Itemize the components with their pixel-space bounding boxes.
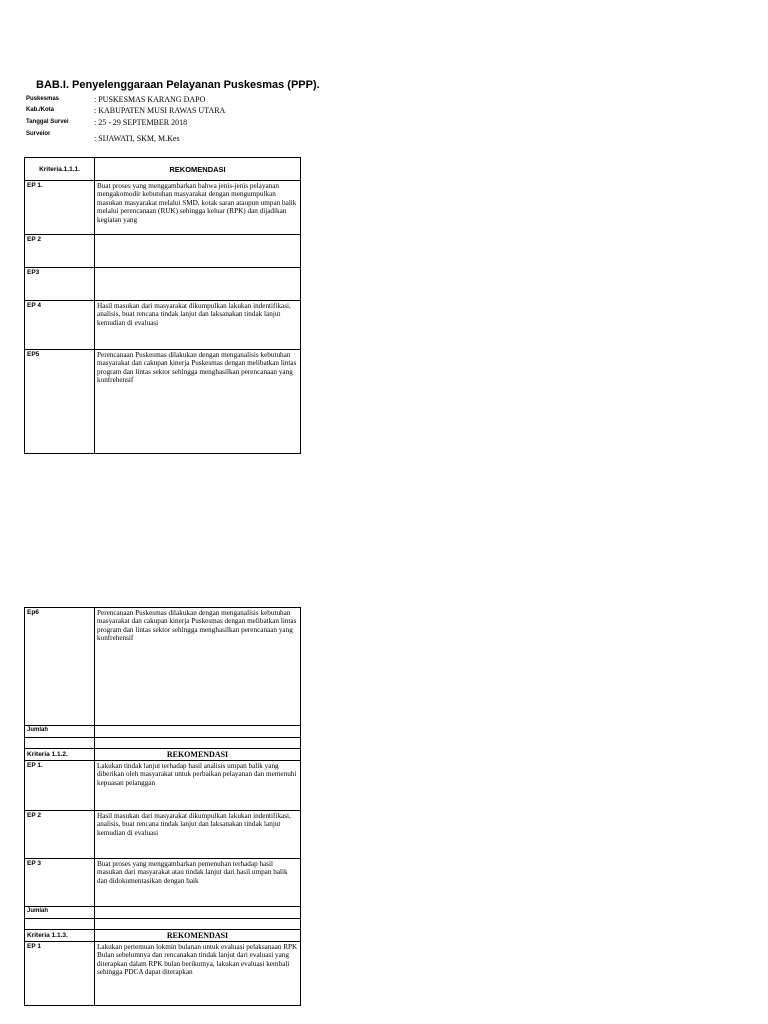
recommendation-header: REKOMENDASI: [95, 158, 301, 181]
recommendation-text: Perencanaan Puskesmas dilakukan dengan menganalisis kebutuhan masyarakat dan cakupan kinerja Puskesmas dengan melibatkan lintas program dan lintas sektor sehingga menghasilkan perencanaan yang konfrehensif: [95, 608, 301, 726]
recommendation-text: Hasil masukan dari masyarakat dikumpulkan lakukan indentifikasi, analisis, buat rencana tindak lanjut dan laksanakan tindak lanjut kemudian di evaluasi: [95, 811, 301, 859]
meta-value: : 25 - 29 SEPTEMBER 2018: [94, 118, 188, 127]
criteria-label: Kriteria 1.1.3.: [25, 930, 95, 942]
jumlah-label: Jumlah: [25, 726, 95, 738]
recommendation-heading: REKOMENDASI: [95, 749, 301, 761]
criteria-table-2: [24, 607, 301, 1006]
meta-label: Surveior: [26, 131, 51, 137]
spacer-cell: [25, 738, 95, 749]
spacer-cell: [25, 919, 95, 930]
ep-label: EP3: [25, 268, 95, 301]
recommendation-heading: REKOMENDASI: [95, 930, 301, 942]
meta-label: Kab./Kota: [26, 107, 55, 113]
recommendation-text: Buat proses yang menggambarkan bahwa jenis-jenis pelayanan mengakomodir kebutuhan masyarakat dengan mengumpulkan masukan masyarakat melalui SMD, kotak saran ataupun umpan balik melalui perencanaan (RUK) sehingga keluar (RPK) dan dijadikan kegiatan yang: [95, 181, 301, 235]
meta-value: : KABUPATEN MUSI RAWAS UTARA: [94, 106, 226, 115]
ep-label: EP 2: [25, 235, 95, 268]
ep-label: EP5: [25, 350, 95, 454]
ep-label: EP 1.: [25, 181, 95, 235]
recommendation-text: Perencanaan Puskesmas dilakukan dengan menganalisis kebutuhan masyarakat dan cakupan kinerja Puskesmas dengan melibatkan lintas program dan lintas sektor sehingga menghasilkan perencanaan yang konfrehensif: [95, 350, 301, 454]
meta-label: Tanggal Survei: [26, 119, 69, 125]
ep-label: Ep6: [25, 608, 95, 726]
jumlah-value: [95, 726, 301, 738]
recommendation-text: Lakukan tindak lanjut terhadap hasil analisis umpan balik yang diberikan oleh masyarakat untuk perbaikan pelayanan dan memenuhi kepuasan pelanggan: [95, 761, 301, 811]
recommendation-text: [95, 235, 301, 268]
recommendation-text: [95, 268, 301, 301]
ep-label: EP 1: [25, 942, 95, 1006]
criteria-table-1: [24, 157, 301, 454]
meta-value: : SIJAWATI, SKM, M.Kes: [94, 134, 180, 143]
ep-label: EP 4: [25, 301, 95, 350]
document-title: BAB.I. Penyelenggaraan Pelayanan Puskesmas (PPP).: [36, 79, 320, 91]
criteria-header-label: Kriteria.1.1.1.: [25, 158, 95, 181]
spacer-cell: [95, 919, 301, 930]
criteria-label: Kriteria 1.1.2.: [25, 749, 95, 761]
meta-value: : PUSKESMAS KARANG DAPO: [94, 95, 206, 104]
ep-label: EP 3: [25, 859, 95, 907]
ep-label: EP 1.: [25, 761, 95, 811]
jumlah-label: Jumlah: [25, 907, 95, 919]
recommendation-text: Buat proses yang menggambarkan pemenuhan terhadap hasil masukan dari masyarakat atau tindak lanjut dari hasil umpan balik dan didokumentasikan dengan baik: [95, 859, 301, 907]
meta-label: Puskesmas: [26, 96, 60, 102]
ep-label: EP 2: [25, 811, 95, 859]
recommendation-text: Lakukan pertemuan lokmin bulanan untuk evaluasi pelaksanaan RPK Bulan sebelumnya dan rencanakan tindak lanjut dari evaluasi yang diterapkan dalam RPK bulan berikutnya, lakukan evaluasi kembali sehingga PDCA dapat diterapkan: [95, 942, 301, 1006]
jumlah-value: [95, 907, 301, 919]
spacer-cell: [95, 738, 301, 749]
recommendation-text: Hasil masukan dari masyarakat dikumpulkan lakukan indentifikasi, analisis, buat rencana tindak lanjut dan laksanakan tindak lanjut kemudian di evaluasi: [95, 301, 301, 350]
